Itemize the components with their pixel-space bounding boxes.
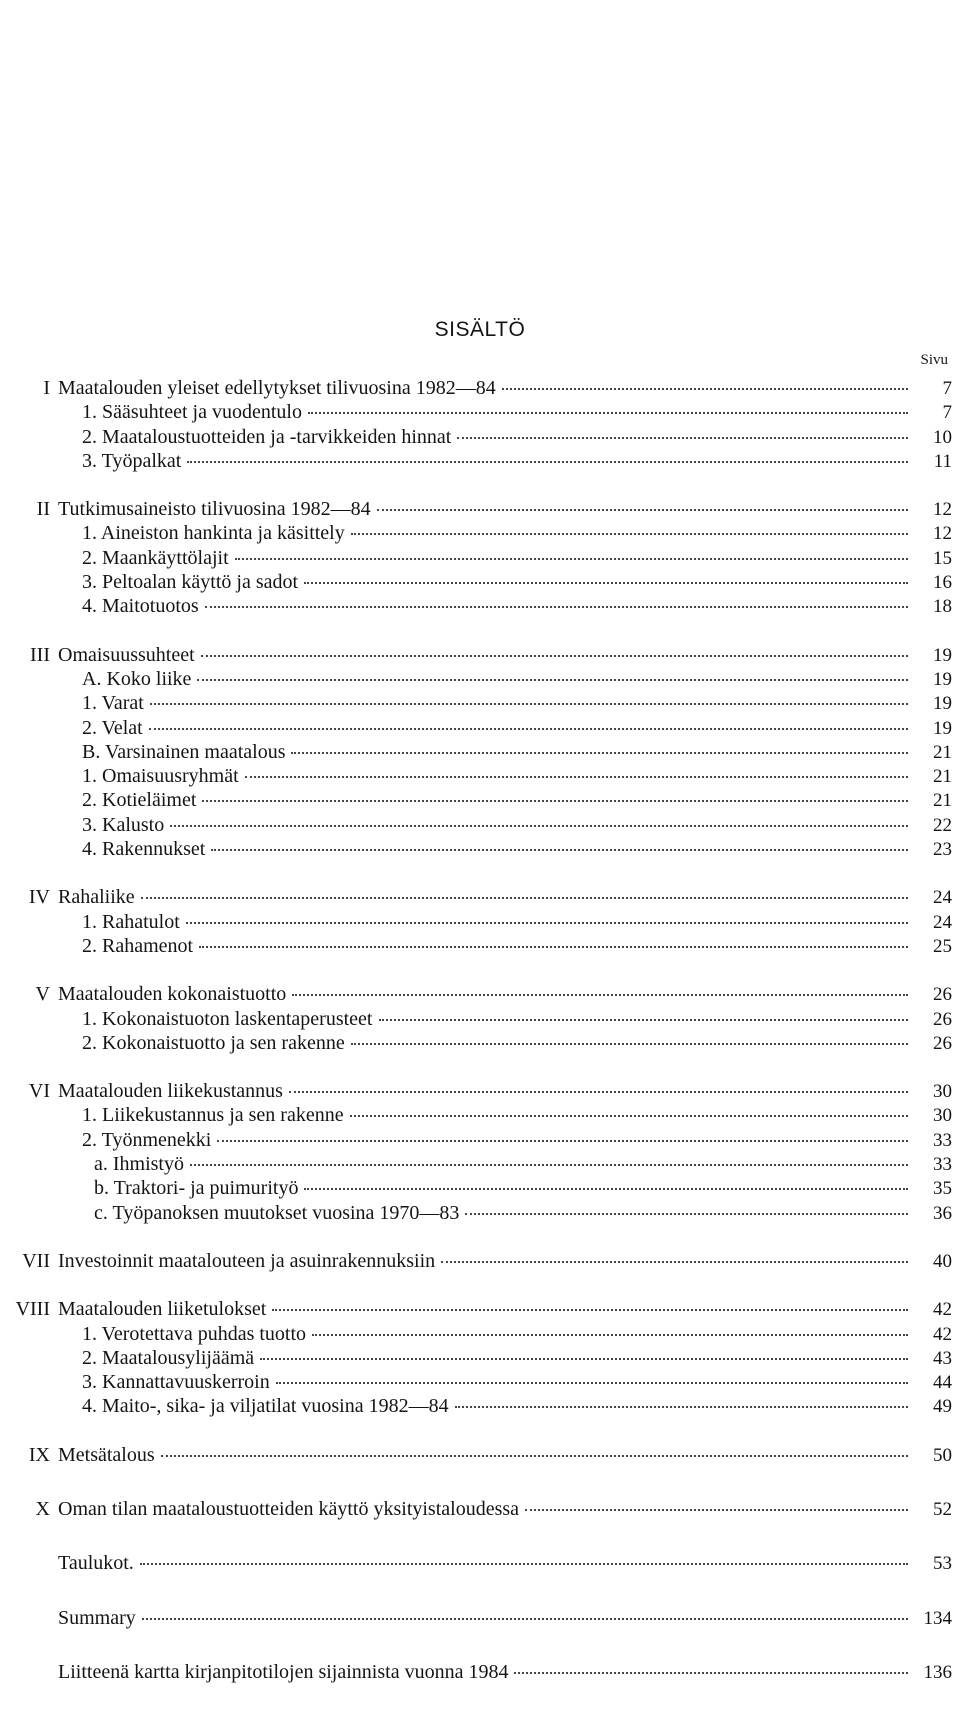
dot-leader	[245, 775, 908, 778]
entry-page-number: 12	[933, 499, 952, 521]
toc-section	[0, 1660, 960, 1684]
dot-leader	[260, 1357, 908, 1360]
toc-entry	[0, 1079, 960, 1103]
dot-leader	[514, 1671, 908, 1674]
toc-entry	[0, 546, 960, 570]
entry-label: A. Koko liike	[82, 667, 192, 690]
toc-entry	[0, 449, 960, 473]
toc-entry	[0, 910, 960, 934]
dot-leader	[205, 605, 908, 608]
dot-leader	[351, 1042, 908, 1045]
entry-label: 4. Rakennukset	[82, 838, 206, 861]
entry-label: 1. Rahatulot	[82, 910, 180, 933]
toc-entry	[0, 1346, 960, 1370]
toc-entry	[0, 1370, 960, 1394]
toc-entry	[0, 1152, 960, 1176]
dot-leader	[312, 1333, 908, 1336]
entry-page-number: 42	[933, 1323, 952, 1345]
dot-leader	[186, 921, 908, 924]
dot-leader	[141, 896, 908, 899]
toc-section	[0, 1249, 960, 1273]
entry-page-number: 21	[933, 766, 952, 788]
dot-leader	[455, 1405, 908, 1408]
toc-entry	[0, 691, 960, 715]
entry-label: Maatalouden yleiset edellytykset tilivuosina 1982—84	[58, 377, 496, 399]
table-of-contents	[0, 376, 960, 1714]
entry-page-number: 52	[933, 1498, 952, 1520]
toc-entry	[0, 716, 960, 740]
dot-leader	[465, 1212, 908, 1215]
dot-leader	[350, 1114, 908, 1117]
toc-entry	[0, 837, 960, 861]
toc-entry	[0, 376, 960, 400]
entry-label: 1. Kokonaistuoton laskentaperusteet	[82, 1007, 373, 1030]
toc-entry	[0, 1660, 960, 1684]
toc-entry	[0, 740, 960, 764]
entry-page-number: 19	[933, 717, 952, 739]
entry-label: Oman tilan maataloustuotteiden käyttö yksityistaloudessa	[58, 1497, 520, 1520]
dot-leader	[201, 654, 908, 657]
entry-page-number: 19	[933, 693, 952, 715]
entry-page-number: 44	[933, 1372, 952, 1394]
dot-leader	[161, 1454, 908, 1457]
toc-entry	[0, 594, 960, 618]
entry-label: 2. Maataloustuotteiden ja -tarvikkeiden hinnat	[82, 425, 452, 448]
toc-entry	[0, 1394, 960, 1418]
section-numeral: III	[30, 643, 50, 666]
entry-label: 2. Maatalousylijäämä	[82, 1346, 255, 1369]
toc-section	[0, 497, 960, 618]
page-title: SISÄLTÖ	[434, 318, 526, 341]
section-numeral: II	[36, 498, 50, 521]
dot-leader	[140, 1562, 908, 1565]
entry-page-number: 26	[933, 1008, 952, 1030]
toc-section	[0, 982, 960, 1055]
entry-label: 3. Kalusto	[82, 813, 165, 836]
toc-entry	[0, 982, 960, 1006]
entry-page-number: 26	[933, 1032, 952, 1054]
toc-section	[0, 1606, 960, 1630]
dot-leader	[525, 1508, 908, 1511]
entry-label: Summary	[58, 1606, 136, 1629]
toc-section	[0, 1297, 960, 1418]
entry-page-number: 7	[942, 402, 952, 424]
toc-entry	[0, 497, 960, 521]
toc-entry	[0, 1007, 960, 1031]
entry-page-number: 25	[933, 935, 952, 957]
toc-section	[0, 643, 960, 862]
toc-entry	[0, 570, 960, 594]
entry-page-number: 43	[933, 1347, 952, 1369]
toc-entry	[0, 1551, 960, 1575]
entry-page-number: 35	[933, 1178, 952, 1200]
dot-leader	[502, 387, 908, 390]
toc-entry	[0, 643, 960, 667]
dot-leader	[304, 1187, 908, 1190]
entry-page-number: 19	[933, 668, 952, 690]
section-numeral: VIII	[15, 1298, 50, 1321]
toc-entry	[0, 1249, 960, 1273]
entry-page-number: 50	[933, 1444, 952, 1466]
entry-page-number: 33	[933, 1154, 952, 1176]
entry-label: a. Ihmistyö	[94, 1153, 184, 1176]
toc-entry	[0, 1128, 960, 1152]
entry-page-number: 15	[933, 547, 952, 569]
dot-leader	[377, 508, 908, 511]
dot-leader	[142, 1617, 908, 1620]
entry-label: B. Varsinainen maatalous	[82, 740, 286, 763]
entry-page-number: 11	[933, 450, 952, 472]
entry-label: 2. Rahamenot	[82, 934, 194, 957]
toc-entry	[0, 1443, 960, 1467]
toc-entry	[0, 400, 960, 424]
entry-page-number: 22	[933, 814, 952, 836]
entry-label: Maatalouden liikekustannus	[58, 1080, 283, 1103]
toc-entry	[0, 1497, 960, 1521]
toc-entry	[0, 885, 960, 909]
entry-label: Taulukot.	[58, 1552, 134, 1575]
dot-leader	[187, 460, 908, 463]
dot-leader	[272, 1308, 908, 1311]
dot-leader	[291, 751, 908, 754]
toc-entry	[0, 764, 960, 788]
entry-label: 2. Työnmenekki	[82, 1128, 212, 1151]
entry-page-number: 23	[933, 839, 952, 861]
entry-label: 4. Maito-, sika- ja viljatilat vuosina 1982—84	[82, 1395, 449, 1418]
toc-entry	[0, 425, 960, 449]
toc-section	[0, 376, 960, 473]
entry-page-number: 19	[933, 644, 952, 666]
entry-label: 2. Kotieläimet	[82, 789, 197, 812]
entry-page-number: 49	[933, 1396, 952, 1418]
toc-entry	[0, 813, 960, 837]
toc-entry	[0, 1176, 960, 1200]
entry-label: 1. Varat	[82, 692, 144, 715]
entry-page-number: 7	[942, 378, 952, 399]
toc-entry	[0, 1031, 960, 1055]
entry-page-number: 18	[933, 596, 952, 618]
toc-entry	[0, 667, 960, 691]
dot-leader	[211, 848, 908, 851]
toc-section	[0, 1079, 960, 1225]
dot-leader	[379, 1018, 909, 1021]
dot-leader	[441, 1260, 908, 1263]
toc-entry	[0, 1606, 960, 1630]
entry-label: Maatalouden kokonaistuotto	[58, 983, 287, 1006]
entry-label: 3. Kannattavuuskerroin	[82, 1371, 270, 1394]
dot-leader	[197, 678, 908, 681]
entry-label: 1. Aineiston hankinta ja käsittely	[82, 522, 345, 545]
dot-leader	[276, 1381, 908, 1384]
dot-leader	[289, 1090, 908, 1093]
section-numeral: X	[35, 1497, 50, 1520]
section-numeral: IV	[28, 886, 50, 909]
entry-label: Rahaliike	[58, 886, 135, 909]
entry-page-number: 21	[933, 790, 952, 812]
entry-label: Maatalouden liiketulokset	[58, 1298, 267, 1321]
entry-label: 1. Sääsuhteet ja vuodentulo	[82, 401, 302, 424]
entry-page-number: 134	[923, 1607, 952, 1629]
dot-leader	[190, 1163, 908, 1166]
entry-label: 4. Maitotuotos	[82, 595, 199, 618]
toc-section	[0, 1443, 960, 1467]
dot-leader	[457, 436, 908, 439]
entry-label: 2. Maankäyttölajit	[82, 546, 229, 569]
dot-leader	[304, 581, 908, 584]
entry-label: 3. Työpalkat	[82, 449, 182, 472]
section-numeral: VII	[22, 1249, 50, 1272]
dot-leader	[149, 727, 908, 730]
entry-page-number: 42	[933, 1299, 952, 1321]
toc-entry	[0, 788, 960, 812]
section-numeral: VI	[28, 1080, 50, 1103]
entry-page-number: 12	[933, 523, 952, 545]
dot-leader	[150, 702, 908, 705]
entry-page-number: 36	[933, 1202, 952, 1224]
entry-page-number: 24	[933, 887, 952, 909]
toc-entry	[0, 521, 960, 545]
dot-leader	[308, 411, 908, 414]
entry-page-number: 26	[933, 984, 952, 1006]
entry-label: Liitteenä kartta kirjanpitotilojen sijainnista vuonna 1984	[58, 1660, 509, 1683]
toc-section	[0, 885, 960, 958]
dot-leader	[235, 557, 908, 560]
toc-entry	[0, 934, 960, 958]
dot-leader	[217, 1139, 908, 1142]
toc-entry	[0, 1103, 960, 1127]
entry-label: 2. Kokonaistuotto ja sen rakenne	[82, 1031, 345, 1054]
entry-page-number: 30	[933, 1081, 952, 1103]
section-numeral: I	[43, 377, 50, 399]
dot-leader	[351, 532, 908, 535]
toc-section	[0, 1497, 960, 1521]
entry-label: 2. Velat	[82, 716, 143, 739]
entry-label: Investoinnit maatalouteen ja asuinrakennuksiin	[58, 1249, 436, 1272]
entry-label: 1. Omaisuusryhmät	[82, 765, 239, 788]
toc-entry	[0, 1322, 960, 1346]
entry-page-number: 10	[933, 426, 952, 448]
toc-entry	[0, 1201, 960, 1225]
entry-page-number: 21	[933, 741, 952, 763]
dot-leader	[199, 945, 908, 948]
entry-page-number: 24	[933, 911, 952, 933]
entry-label: Tutkimusaineisto tilivuosina 1982—84	[58, 498, 371, 521]
section-numeral: V	[35, 983, 50, 1006]
dot-leader	[170, 824, 908, 827]
entry-label: 1. Verotettava puhdas tuotto	[82, 1322, 307, 1345]
entry-label: b. Traktori- ja puimurityö	[94, 1177, 299, 1200]
entry-label: Omaisuussuhteet	[58, 643, 195, 666]
dot-leader	[202, 799, 908, 802]
toc-entry	[0, 1297, 960, 1321]
entry-page-number: 136	[923, 1661, 952, 1683]
entry-page-number: 40	[933, 1250, 952, 1272]
entry-label: Metsätalous	[58, 1443, 155, 1466]
entry-page-number: 53	[933, 1553, 952, 1575]
toc-section	[0, 1551, 960, 1575]
entry-label: 3. Peltoalan käyttö ja sadot	[82, 571, 299, 594]
dot-leader	[292, 993, 908, 996]
entry-page-number: 30	[933, 1105, 952, 1127]
entry-label: c. Työpanoksen muutokset vuosina 1970—83	[94, 1201, 460, 1224]
entry-page-number: 33	[933, 1129, 952, 1151]
page-column-label: Sivu	[920, 352, 948, 368]
entry-label: 1. Liikekustannus ja sen rakenne	[82, 1104, 344, 1127]
section-numeral: IX	[28, 1443, 50, 1466]
entry-page-number: 16	[933, 572, 952, 594]
